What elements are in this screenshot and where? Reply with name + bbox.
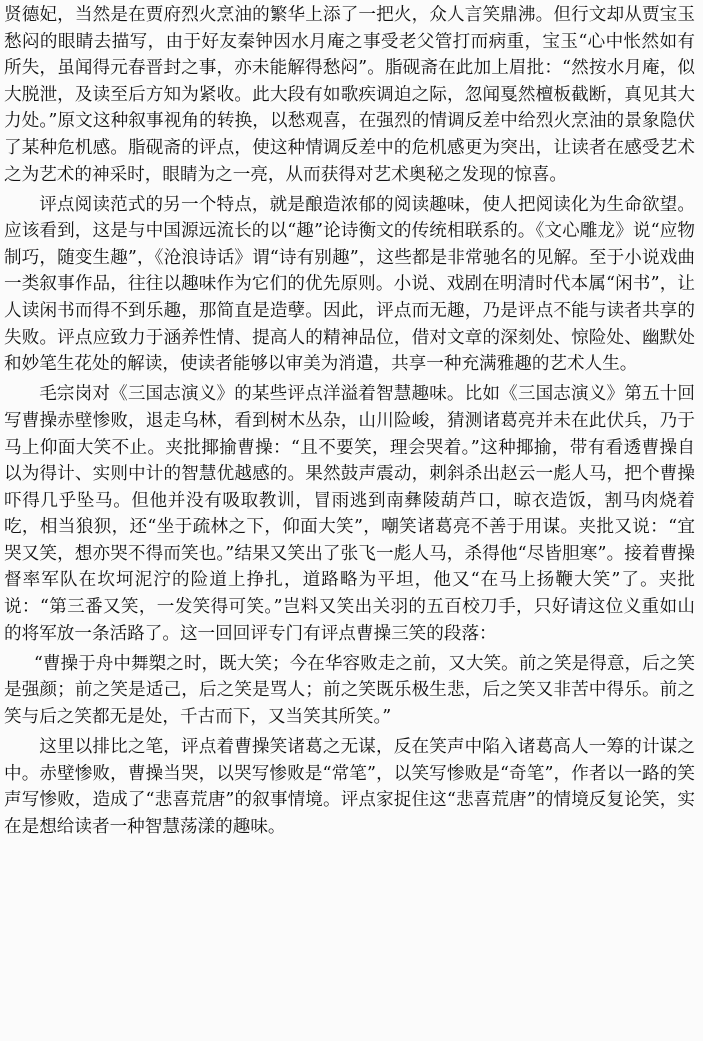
paragraph-reading-interest: 评点阅读范式的另一个特点，就是酿造浓郁的阅读趣味，使人把阅读化为生命欲望。应该看到，这是与中国源远流长的以“趣”论诗衡文的传统相联系的。《文心雕龙》说“应物制巧，随变生趣”，《沧浪诗话》谓“诗有别趣”，这些都是非常驰名的见解。至于小说戏曲一类叙事作品，往往以趣味作为它们的优先原则。小说、戏剧在明清时代本属“闲书”，让人读闲书而得不到乐趣，那简直是造孽。因此，评点而无趣，乃是评点不能与读者共享的失败。评点应致力于涵养性情、提高人的精神品位，借对文章的深刻处、惊险处、幽默处和妙笔生花处的解读，使读者能够以审美为消遣，共享一种充满雅趣的艺术人生。	[4, 194, 695, 375]
quoted-commentary: “曹操于舟中舞槊之时，既大笑；今在华容败走之前，又大笑。前之笑是得意，后之笑是强颜；前之笑是适己，后之笑是骂人；前之笑既乐极生悲，后之笑又非苦中得乐。前之笑与后之笑都无是处，千古而下，又当笑其所笑。”	[4, 653, 695, 727]
paragraph-continuation: 贤德妃，当然是在贾府烈火烹油的繁华上添了一把火，众人言笑鼎沸。但行文却从贾宝玉愁闷的眼睛去描写，由于好友秦钟因水月庵之事受老父管打而病重，宝玉“心中怅然如有所失，虽闻得元春晋封之事，亦未能解得愁闷”。脂砚斋在此加上眉批：“然按水月庵，似大脱泄，及读至后方知为紧收。此大段有如歌疾调迫之际，忽闻戛然檀板截断，真见其大力处。”原文这种叙事视角的转换，以愁观喜，在强烈的情调反差中给烈火烹油的景象隐伏了某种危机感。脂砚斋的评点，使这种情调反差中的危机感更为突出，让读者在感受艺术之为艺术的神采时，眼睛为之一亮，从而获得对艺术奥秘之发现的惊喜。	[4, 5, 695, 185]
paragraph-conclusion: 这里以排比之笔，评点着曹操笑诸葛之无谋，反在笑声中陷入诸葛高人一筹的计谋之中。赤壁惨败，曹操当哭，以哭写惨败是“常笔”，以笑写惨败是“奇笔”，作者以一路的笑声写惨败，造成了“悲喜荒唐”的叙事情境。评点家捉住这“悲喜荒唐”的情境反复论笑，实在是想给读者一种智慧荡漾的趣味。	[4, 737, 695, 837]
paragraph-mao-zonggang: 毛宗岗对《三国志演义》的某些评点洋溢着智慧趣味。比如《三国志演义》第五十回写曹操赤壁惨败，退走乌林，看到树木丛杂，山川险峻，猜测诸葛亮并未在此伏兵，乃于马上仰面大笑不止。夹批揶揄曹操：“且不要笑，理会哭着。”这种揶揄，带有看透曹操自以为得计、实则中计的智慧优越感的。果然鼓声震动，刺斜杀出赵云一彪人马，把个曹操吓得几乎坠马。但他并没有吸取教训，冒雨逃到南彝陵葫芦口，晾衣造饭，割马肉烧着吃，相当狼狈，还“坐于疏林之下，仰面大笑”，嘲笑诸葛亮不善于用谋。夹批又说：“宜哭又笑，想亦哭不得而笑也。”结果又笑出了张飞一彪人马，杀得他“尽皆胆寒”。接着曹操督率军队在坎坷泥泞的险道上挣扎，道路略为平坦，他又“在马上扬鞭大笑”了。夹批说：“第三番又笑，一发笑得可笑。”岂料又笑出关羽的五百校刀手，只好请这位义重如山的将军放一条活路了。这一回回评专门有评点曹操三笑的段落：	[4, 384, 695, 644]
